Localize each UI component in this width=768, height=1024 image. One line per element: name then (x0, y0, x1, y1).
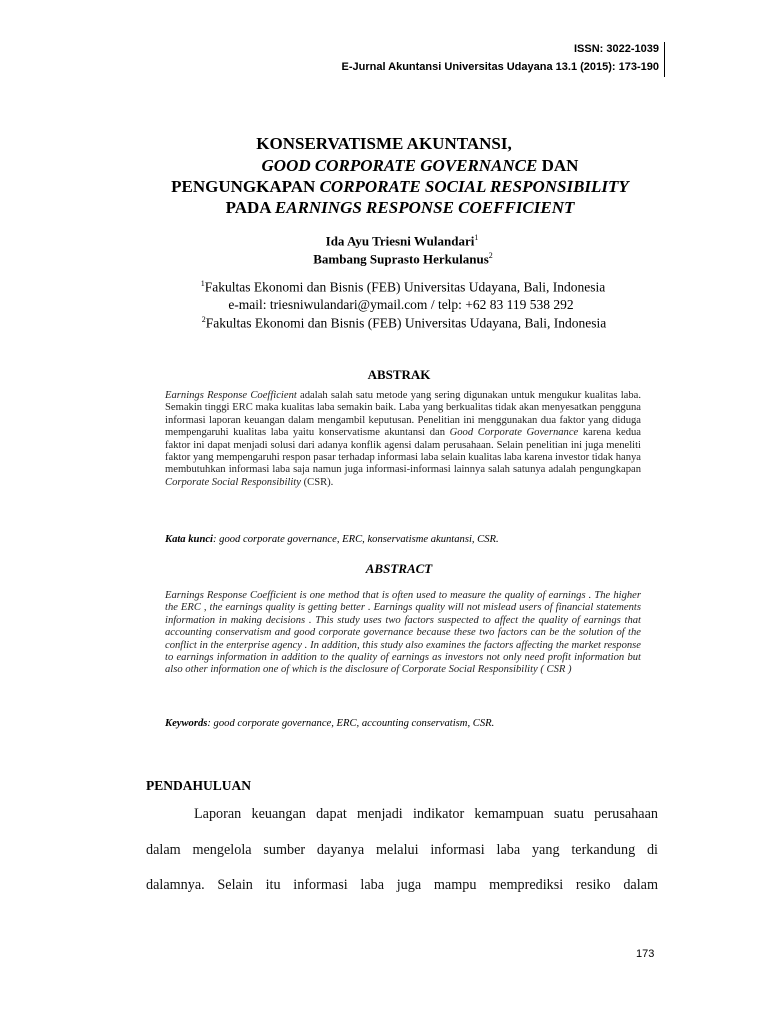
page-number: 173 (636, 948, 655, 960)
author-2: Bambang Suprasto Herkulanus$^2$ (313, 251, 493, 267)
title-line-1: KONSERVATISME AKUNTANSI, (256, 134, 512, 153)
contact-info: e-mail: triesniwulandari@ymail.com / telp: +62 83 119 538 292 (228, 297, 574, 312)
abstrak-body: Earnings Response Coefficient adalah salah satu metode yang sering digunakan untuk mengukur kualitas laba. Semakin tinggi ERC maka kualitas laba semakin baik. Laba yang berkualitas tidak akan menyesatkan pengguna informasi laporan keuangan dalam mengambil keputusan. Penelitian ini menggunakan dua faktor yang diduga mempengaruhi kualitas laba yaitu konservatisme akuntansi dan Good Corporate Governance karena kedua faktor ini dapat menjadi solusi dari adanya konflik agensi dalam perusahaan. Selain penelitian ini juga meneliti faktor yang mempengaruhi respon pasar terhadap informasi laba selain kualitas laba karena investor tidak hanya membutuhkan informasi laba saja namun juga informasi-informasi lainnya salah satunya adalah pengungkapan Corporate Social Responsibility (CSR). (165, 390, 641, 488)
title-line-3: PENGUNGKAPAN CORPORATE SOCIAL RESPONSIBILITY (171, 177, 629, 196)
abstrak-heading: ABSTRAK (367, 367, 431, 382)
journal-citation: E-Jurnal Akuntansi Universitas Udayana 13.1 (2015): 173-190 (341, 61, 659, 73)
intro-line-2: dalam mengelola sumber dayanya melalui informasi laba yang terkandung di (146, 842, 658, 858)
intro-line-3: dalamnya. Selain itu informasi laba juga mampu memprediksi resiko dalam (146, 877, 658, 893)
intro-line-1: Laporan keuangan dapat menjadi indikator kemampuan suatu perusahaan (194, 806, 658, 822)
abstract-heading: ABSTRACT (365, 561, 433, 576)
title-line-4: PADA EARNINGS RESPONSE COEFFICIENT (225, 198, 575, 217)
header-divider (664, 42, 665, 77)
author-1: Ida Ayu Triesni Wulandari$^1$ (325, 233, 479, 249)
affiliation-1: $^1$Fakultas Ekonomi dan Bisnis (FEB) Universitas Udayana, Bali, Indonesia (200, 279, 606, 295)
abstract-body: Earnings Response Coefficient is one method that is often used to measure the quality of earnings . The higher the ERC , the earnings quality is getting better . Earnings quality will not mislead users of financial statements information in making decisions . This study uses two factors suspected to affect the quality of earnings that accounting conservatism and good corporate governance because these two factors can be the solution of the conflict in the enterprise agency . In addition, this study also examines the factors affecting the market response to earnings information in addition to the quality of earnings as investors not only need profit information but also other information one of which is the disclosure of Corporate Social Responsibility ( CSR ) (165, 590, 641, 676)
kata-kunci: Kata kunci: good corporate governance, ERC, konservatisme akuntansi, CSR. (165, 534, 499, 545)
affiliation-2: $^2$Fakultas Ekonomi dan Bisnis (FEB) Universitas Udayana, Bali, Indonesia (201, 315, 607, 331)
issn-label: ISSN: 3022-1039 (574, 43, 659, 55)
keywords: Keywords: good corporate governance, ERC, accounting conservatism, CSR. (165, 718, 495, 729)
section-heading-pendahuluan: PENDAHULUAN (146, 778, 252, 793)
title-line-2: GOOD CORPORATE GOVERNANCE DAN (261, 156, 579, 175)
